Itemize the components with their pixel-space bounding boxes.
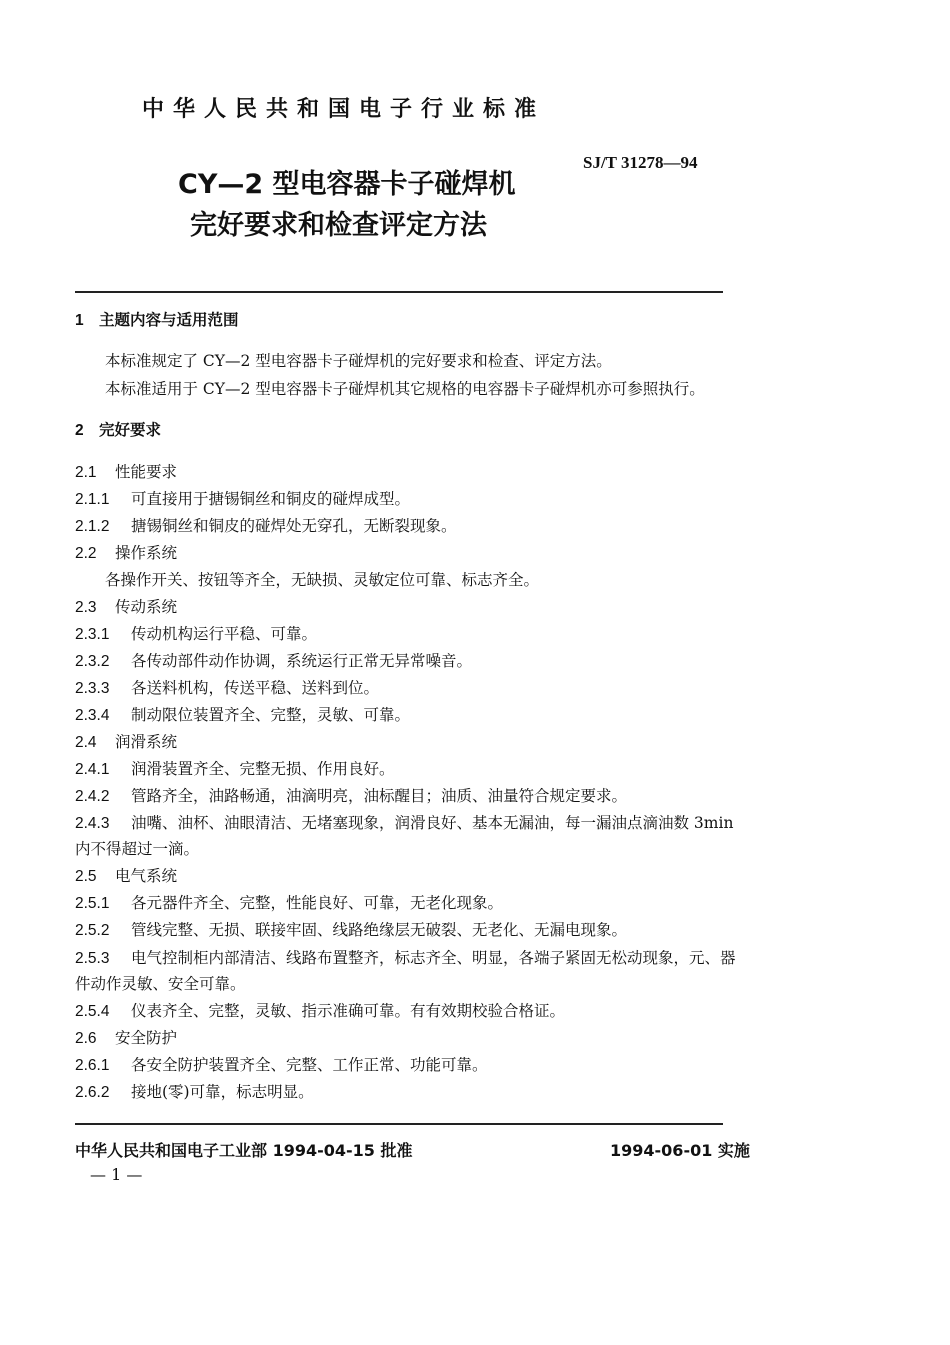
section-number: 2	[75, 422, 84, 439]
clause-number: 2.4.3	[75, 815, 110, 832]
clause-number: 2.5.1	[75, 895, 110, 912]
clause-number: 2.4.1	[75, 761, 110, 778]
clause-text: 接地(零)可靠，标志明显。	[131, 1083, 314, 1101]
paragraph: 本标准规定了 CY—2 型电容器卡子碰焊机的完好要求和检查、评定方法。	[105, 352, 612, 370]
clause-text: 操作系统	[115, 544, 178, 562]
clause	[75, 677, 379, 700]
clause	[75, 1081, 314, 1104]
document-title-line-1: CY—2 型电容器卡子碰焊机	[178, 169, 516, 200]
clause-number: 2.3.1	[75, 626, 110, 643]
clause	[75, 1000, 565, 1023]
clause-text: 电气系统	[115, 867, 178, 885]
clause	[75, 461, 177, 484]
clause-continuation: 内不得超过一滴。	[75, 840, 200, 858]
clause-number: 2.2	[75, 545, 97, 562]
clause-number: 2.5	[75, 868, 97, 885]
clause	[75, 1027, 177, 1050]
clause-text: 各安全防护装置齐全、完整、工作正常、功能可靠。	[131, 1056, 488, 1074]
clause-number: 2.6.1	[75, 1057, 110, 1074]
clause	[75, 515, 457, 538]
clause-number: 2.1.1	[75, 491, 110, 508]
standard-code: SJ/T 31278—94	[583, 153, 698, 172]
implementation-date: 1994-06-01 实施	[610, 1141, 750, 1160]
clause-text: 各元器件齐全、完整，性能良好、可靠，无老化现象。	[131, 894, 504, 912]
clause-text: 可直接用于搪锡铜丝和铜皮的碰焊成型。	[131, 490, 411, 508]
section-title: 完好要求	[99, 421, 162, 439]
clause-number: 2.4	[75, 734, 97, 751]
clause	[75, 731, 177, 754]
clause-number: 2.1.2	[75, 518, 110, 535]
clause-text: 传动机构运行平稳、可靠。	[131, 625, 318, 643]
clause	[75, 596, 177, 619]
top-divider	[75, 291, 723, 293]
section-number: 1	[75, 312, 84, 329]
approval-statement: 中华人民共和国电子工业部 1994-04-15 批准	[75, 1141, 413, 1160]
clause	[75, 488, 410, 511]
section-1-heading	[75, 309, 239, 332]
clause-number: 2.3.3	[75, 680, 110, 697]
clause-number: 2.3.2	[75, 653, 110, 670]
clause-text: 各传动部件动作协调，系统运行正常无异常噪音。	[131, 652, 473, 670]
organization-header: 中华人民共和国电子行业标准	[142, 97, 546, 122]
clause-number: 2.1	[75, 464, 97, 481]
clause-number: 2.5.3	[75, 950, 110, 967]
clause	[75, 865, 177, 888]
bottom-divider	[75, 1123, 723, 1125]
clause	[75, 812, 733, 835]
clause-number: 2.3	[75, 599, 97, 616]
clause-text: 仪表齐全、完整，灵敏、指示准确可靠。有有效期校验合格证。	[131, 1002, 566, 1020]
clause	[75, 919, 627, 942]
clause	[75, 892, 503, 915]
clause-number: 2.5.2	[75, 922, 110, 939]
clause	[75, 623, 317, 646]
clause-number: 2.5.4	[75, 1003, 110, 1020]
clause	[75, 650, 472, 673]
clause-paragraph: 各操作开关、按钮等齐全，无缺损、灵敏定位可靠、标志齐全。	[105, 571, 540, 589]
page-number: — 1 —	[90, 1165, 143, 1184]
clause	[75, 947, 736, 970]
clause-number: 2.4.2	[75, 788, 110, 805]
document-title-line-2: 完好要求和检查评定方法	[190, 210, 487, 241]
clause-text: 油嘴、油杯、油眼清洁、无堵塞现象，润滑良好、基本无漏油，每一漏油点滴油数 3min	[131, 814, 734, 832]
clause-text: 润滑装置齐全、完整无损、作用良好。	[131, 760, 395, 778]
section-title: 主题内容与适用范围	[99, 311, 239, 329]
section-2-heading	[75, 419, 161, 442]
clause	[75, 542, 177, 565]
clause-text: 管线完整、无损、联接牢固、线路绝缘层无破裂、无老化、无漏电现象。	[131, 921, 628, 939]
clause-continuation: 件动作灵敏、安全可靠。	[75, 975, 246, 993]
clause-text: 各送料机构，传送平稳、送料到位。	[131, 679, 380, 697]
clause	[75, 704, 410, 727]
clause	[75, 758, 395, 781]
paragraph: 本标准适用于 CY—2 型电容器卡子碰焊机其它规格的电容器卡子碰焊机亦可参照执行。	[105, 380, 705, 398]
clause-text: 传动系统	[115, 598, 178, 616]
clause-text: 管路齐全，油路畅通，油滴明亮，油标醒目；油质、油量符合规定要求。	[131, 787, 628, 805]
clause	[75, 1054, 488, 1077]
clause-text: 润滑系统	[115, 733, 178, 751]
clause-number: 2.3.4	[75, 707, 110, 724]
clause-text: 性能要求	[115, 463, 178, 481]
clause-number: 2.6	[75, 1030, 97, 1047]
clause-text: 制动限位装置齐全、完整，灵敏、可靠。	[131, 706, 411, 724]
clause	[75, 785, 627, 808]
clause-text: 电气控制柜内部清洁、线路布置整齐，标志齐全、明显，各端子紧固无松动现象，元、器	[131, 949, 736, 967]
clause-text: 搪锡铜丝和铜皮的碰焊处无穿孔，无断裂现象。	[131, 517, 457, 535]
clause-text: 安全防护	[115, 1029, 178, 1047]
clause-number: 2.6.2	[75, 1084, 110, 1101]
